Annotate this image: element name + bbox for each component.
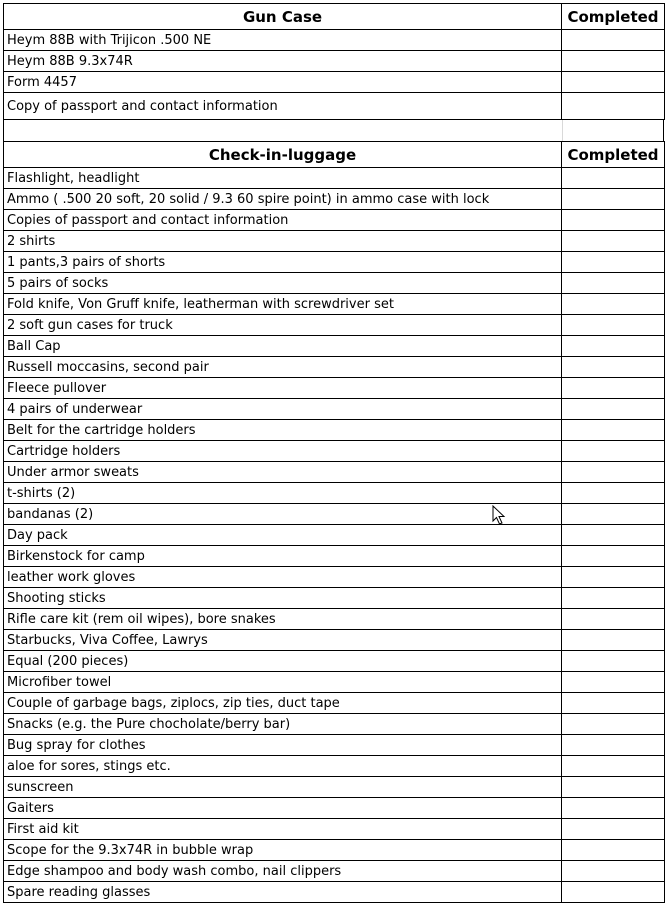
luggage-completed-cell[interactable] <box>562 567 665 588</box>
luggage-row <box>4 231 665 252</box>
luggage-completed-cell[interactable] <box>562 630 665 651</box>
luggage-item-cell[interactable]: bandanas (2) <box>4 504 562 525</box>
luggage-row <box>4 819 665 840</box>
luggage-completed-header[interactable]: Completed <box>562 142 665 168</box>
luggage-row <box>4 462 665 483</box>
luggage-completed-cell[interactable] <box>562 693 665 714</box>
luggage-item-cell[interactable]: 2 shirts <box>4 231 562 252</box>
luggage-completed-cell[interactable] <box>562 462 665 483</box>
gun-case-header-row <box>4 4 665 30</box>
luggage-header[interactable]: Check-in-luggage <box>4 142 562 168</box>
luggage-completed-cell[interactable] <box>562 441 665 462</box>
gun-case-completed-cell[interactable] <box>562 30 665 51</box>
luggage-item-cell[interactable]: Fold knife, Von Gruff knife, leatherman with screwdriver set <box>4 294 562 315</box>
luggage-row <box>4 651 665 672</box>
luggage-item-cell[interactable]: Rifle care kit (rem oil wipes), bore snakes <box>4 609 562 630</box>
luggage-row <box>4 441 665 462</box>
spacer-row[interactable] <box>3 120 664 141</box>
luggage-row <box>4 630 665 651</box>
luggage-completed-cell[interactable] <box>562 714 665 735</box>
luggage-completed-cell[interactable] <box>562 483 665 504</box>
luggage-completed-cell[interactable] <box>562 252 665 273</box>
luggage-item-cell[interactable]: Microfiber towel <box>4 672 562 693</box>
luggage-item-cell[interactable]: Equal (200 pieces) <box>4 651 562 672</box>
luggage-completed-cell[interactable] <box>562 399 665 420</box>
luggage-row <box>4 609 665 630</box>
luggage-completed-cell[interactable] <box>562 168 665 189</box>
luggage-row <box>4 777 665 798</box>
luggage-row <box>4 252 665 273</box>
luggage-completed-cell[interactable] <box>562 798 665 819</box>
luggage-row <box>4 861 665 882</box>
check-in-luggage-table <box>3 141 665 903</box>
gun-case-row <box>4 30 665 51</box>
luggage-item-cell[interactable]: Starbucks, Viva Coffee, Lawrys <box>4 630 562 651</box>
gun-case-item-cell[interactable]: Copy of passport and contact information <box>4 93 562 120</box>
gun-case-header[interactable]: Gun Case <box>4 4 562 30</box>
luggage-item-cell[interactable]: Fleece pullover <box>4 378 562 399</box>
luggage-item-cell[interactable]: 5 pairs of socks <box>4 273 562 294</box>
luggage-item-cell[interactable]: Russell moccasins, second pair <box>4 357 562 378</box>
luggage-row <box>4 273 665 294</box>
luggage-item-cell[interactable]: Birkenstock for camp <box>4 546 562 567</box>
luggage-completed-cell[interactable] <box>562 357 665 378</box>
luggage-item-cell[interactable]: Couple of garbage bags, ziplocs, zip ties, duct tape <box>4 693 562 714</box>
luggage-completed-cell[interactable] <box>562 651 665 672</box>
gun-case-row <box>4 93 665 120</box>
luggage-item-cell[interactable]: t-shirts (2) <box>4 483 562 504</box>
gun-case-completed-cell[interactable] <box>562 72 665 93</box>
luggage-row <box>4 588 665 609</box>
luggage-item-cell[interactable]: Belt for the cartridge holders <box>4 420 562 441</box>
luggage-completed-cell[interactable] <box>562 525 665 546</box>
luggage-item-cell[interactable]: Ball Cap <box>4 336 562 357</box>
luggage-row <box>4 483 665 504</box>
luggage-row <box>4 336 665 357</box>
luggage-row <box>4 189 665 210</box>
luggage-completed-cell[interactable] <box>562 294 665 315</box>
luggage-item-cell[interactable]: Scope for the 9.3x74R in bubble wrap <box>4 840 562 861</box>
luggage-completed-cell[interactable] <box>562 273 665 294</box>
luggage-row <box>4 693 665 714</box>
luggage-item-cell[interactable]: 4 pairs of underwear <box>4 399 562 420</box>
luggage-completed-cell[interactable] <box>562 777 665 798</box>
gun-case-completed-cell[interactable] <box>562 51 665 72</box>
luggage-item-cell[interactable]: Under armor sweats <box>4 462 562 483</box>
gun-case-item-cell[interactable]: Heym 88B 9.3x74R <box>4 51 562 72</box>
luggage-completed-cell[interactable] <box>562 231 665 252</box>
luggage-item-cell[interactable]: Bug spray for clothes <box>4 735 562 756</box>
luggage-row <box>4 714 665 735</box>
luggage-row <box>4 399 665 420</box>
luggage-item-cell[interactable]: Ammo ( .500 20 soft, 20 solid / 9.3 60 spire point) in ammo case with lock <box>4 189 562 210</box>
luggage-row <box>4 504 665 525</box>
luggage-completed-cell[interactable] <box>562 315 665 336</box>
luggage-completed-cell[interactable] <box>562 672 665 693</box>
luggage-completed-cell[interactable] <box>562 546 665 567</box>
luggage-row <box>4 798 665 819</box>
gun-case-row <box>4 72 665 93</box>
luggage-item-cell[interactable]: leather work gloves <box>4 567 562 588</box>
luggage-completed-cell[interactable] <box>562 504 665 525</box>
luggage-item-cell[interactable]: Copies of passport and contact information <box>4 210 562 231</box>
luggage-row <box>4 357 665 378</box>
gun-case-row <box>4 51 665 72</box>
luggage-item-cell[interactable]: Day pack <box>4 525 562 546</box>
luggage-row <box>4 210 665 231</box>
luggage-row <box>4 756 665 777</box>
gun-case-item-cell[interactable]: Heym 88B with Trijicon .500 NE <box>4 30 562 51</box>
gun-case-completed-header[interactable]: Completed <box>562 4 665 30</box>
luggage-completed-cell[interactable] <box>562 882 665 903</box>
luggage-row <box>4 294 665 315</box>
luggage-completed-cell[interactable] <box>562 840 665 861</box>
luggage-row <box>4 567 665 588</box>
luggage-item-cell[interactable]: Flashlight, headlight <box>4 168 562 189</box>
luggage-item-cell[interactable]: sunscreen <box>4 777 562 798</box>
luggage-row <box>4 735 665 756</box>
luggage-row <box>4 840 665 861</box>
gun-case-item-cell[interactable]: Form 4457 <box>4 72 562 93</box>
luggage-item-cell[interactable]: Shooting sticks <box>4 588 562 609</box>
luggage-completed-cell[interactable] <box>562 210 665 231</box>
luggage-completed-cell[interactable] <box>562 819 665 840</box>
luggage-completed-cell[interactable] <box>562 336 665 357</box>
luggage-row <box>4 315 665 336</box>
luggage-item-cell[interactable]: First aid kit <box>4 819 562 840</box>
luggage-row <box>4 882 665 903</box>
luggage-item-cell[interactable]: Gaiters <box>4 798 562 819</box>
luggage-header-row <box>4 142 665 168</box>
luggage-item-cell[interactable]: Snacks (e.g. the Pure chocholate/berry bar) <box>4 714 562 735</box>
luggage-item-cell[interactable]: Spare reading glasses <box>4 882 562 903</box>
gun-case-completed-cell[interactable] <box>562 93 665 120</box>
luggage-item-cell[interactable]: 1 pants,3 pairs of shorts <box>4 252 562 273</box>
luggage-row <box>4 168 665 189</box>
luggage-completed-cell[interactable] <box>562 756 665 777</box>
luggage-completed-cell[interactable] <box>562 588 665 609</box>
luggage-completed-cell[interactable] <box>562 861 665 882</box>
luggage-item-cell[interactable]: Cartridge holders <box>4 441 562 462</box>
luggage-completed-cell[interactable] <box>562 420 665 441</box>
luggage-row <box>4 546 665 567</box>
luggage-row <box>4 525 665 546</box>
luggage-completed-cell[interactable] <box>562 735 665 756</box>
luggage-completed-cell[interactable] <box>562 189 665 210</box>
luggage-item-cell[interactable]: aloe for sores, stings etc. <box>4 756 562 777</box>
luggage-row <box>4 672 665 693</box>
gun-case-table <box>3 3 665 120</box>
luggage-completed-cell[interactable] <box>562 378 665 399</box>
luggage-item-cell[interactable]: Edge shampoo and body wash combo, nail clippers <box>4 861 562 882</box>
mouse-pointer-icon <box>492 505 506 525</box>
luggage-row <box>4 420 665 441</box>
luggage-item-cell[interactable]: 2 soft gun cases for truck <box>4 315 562 336</box>
luggage-completed-cell[interactable] <box>562 609 665 630</box>
luggage-row <box>4 378 665 399</box>
